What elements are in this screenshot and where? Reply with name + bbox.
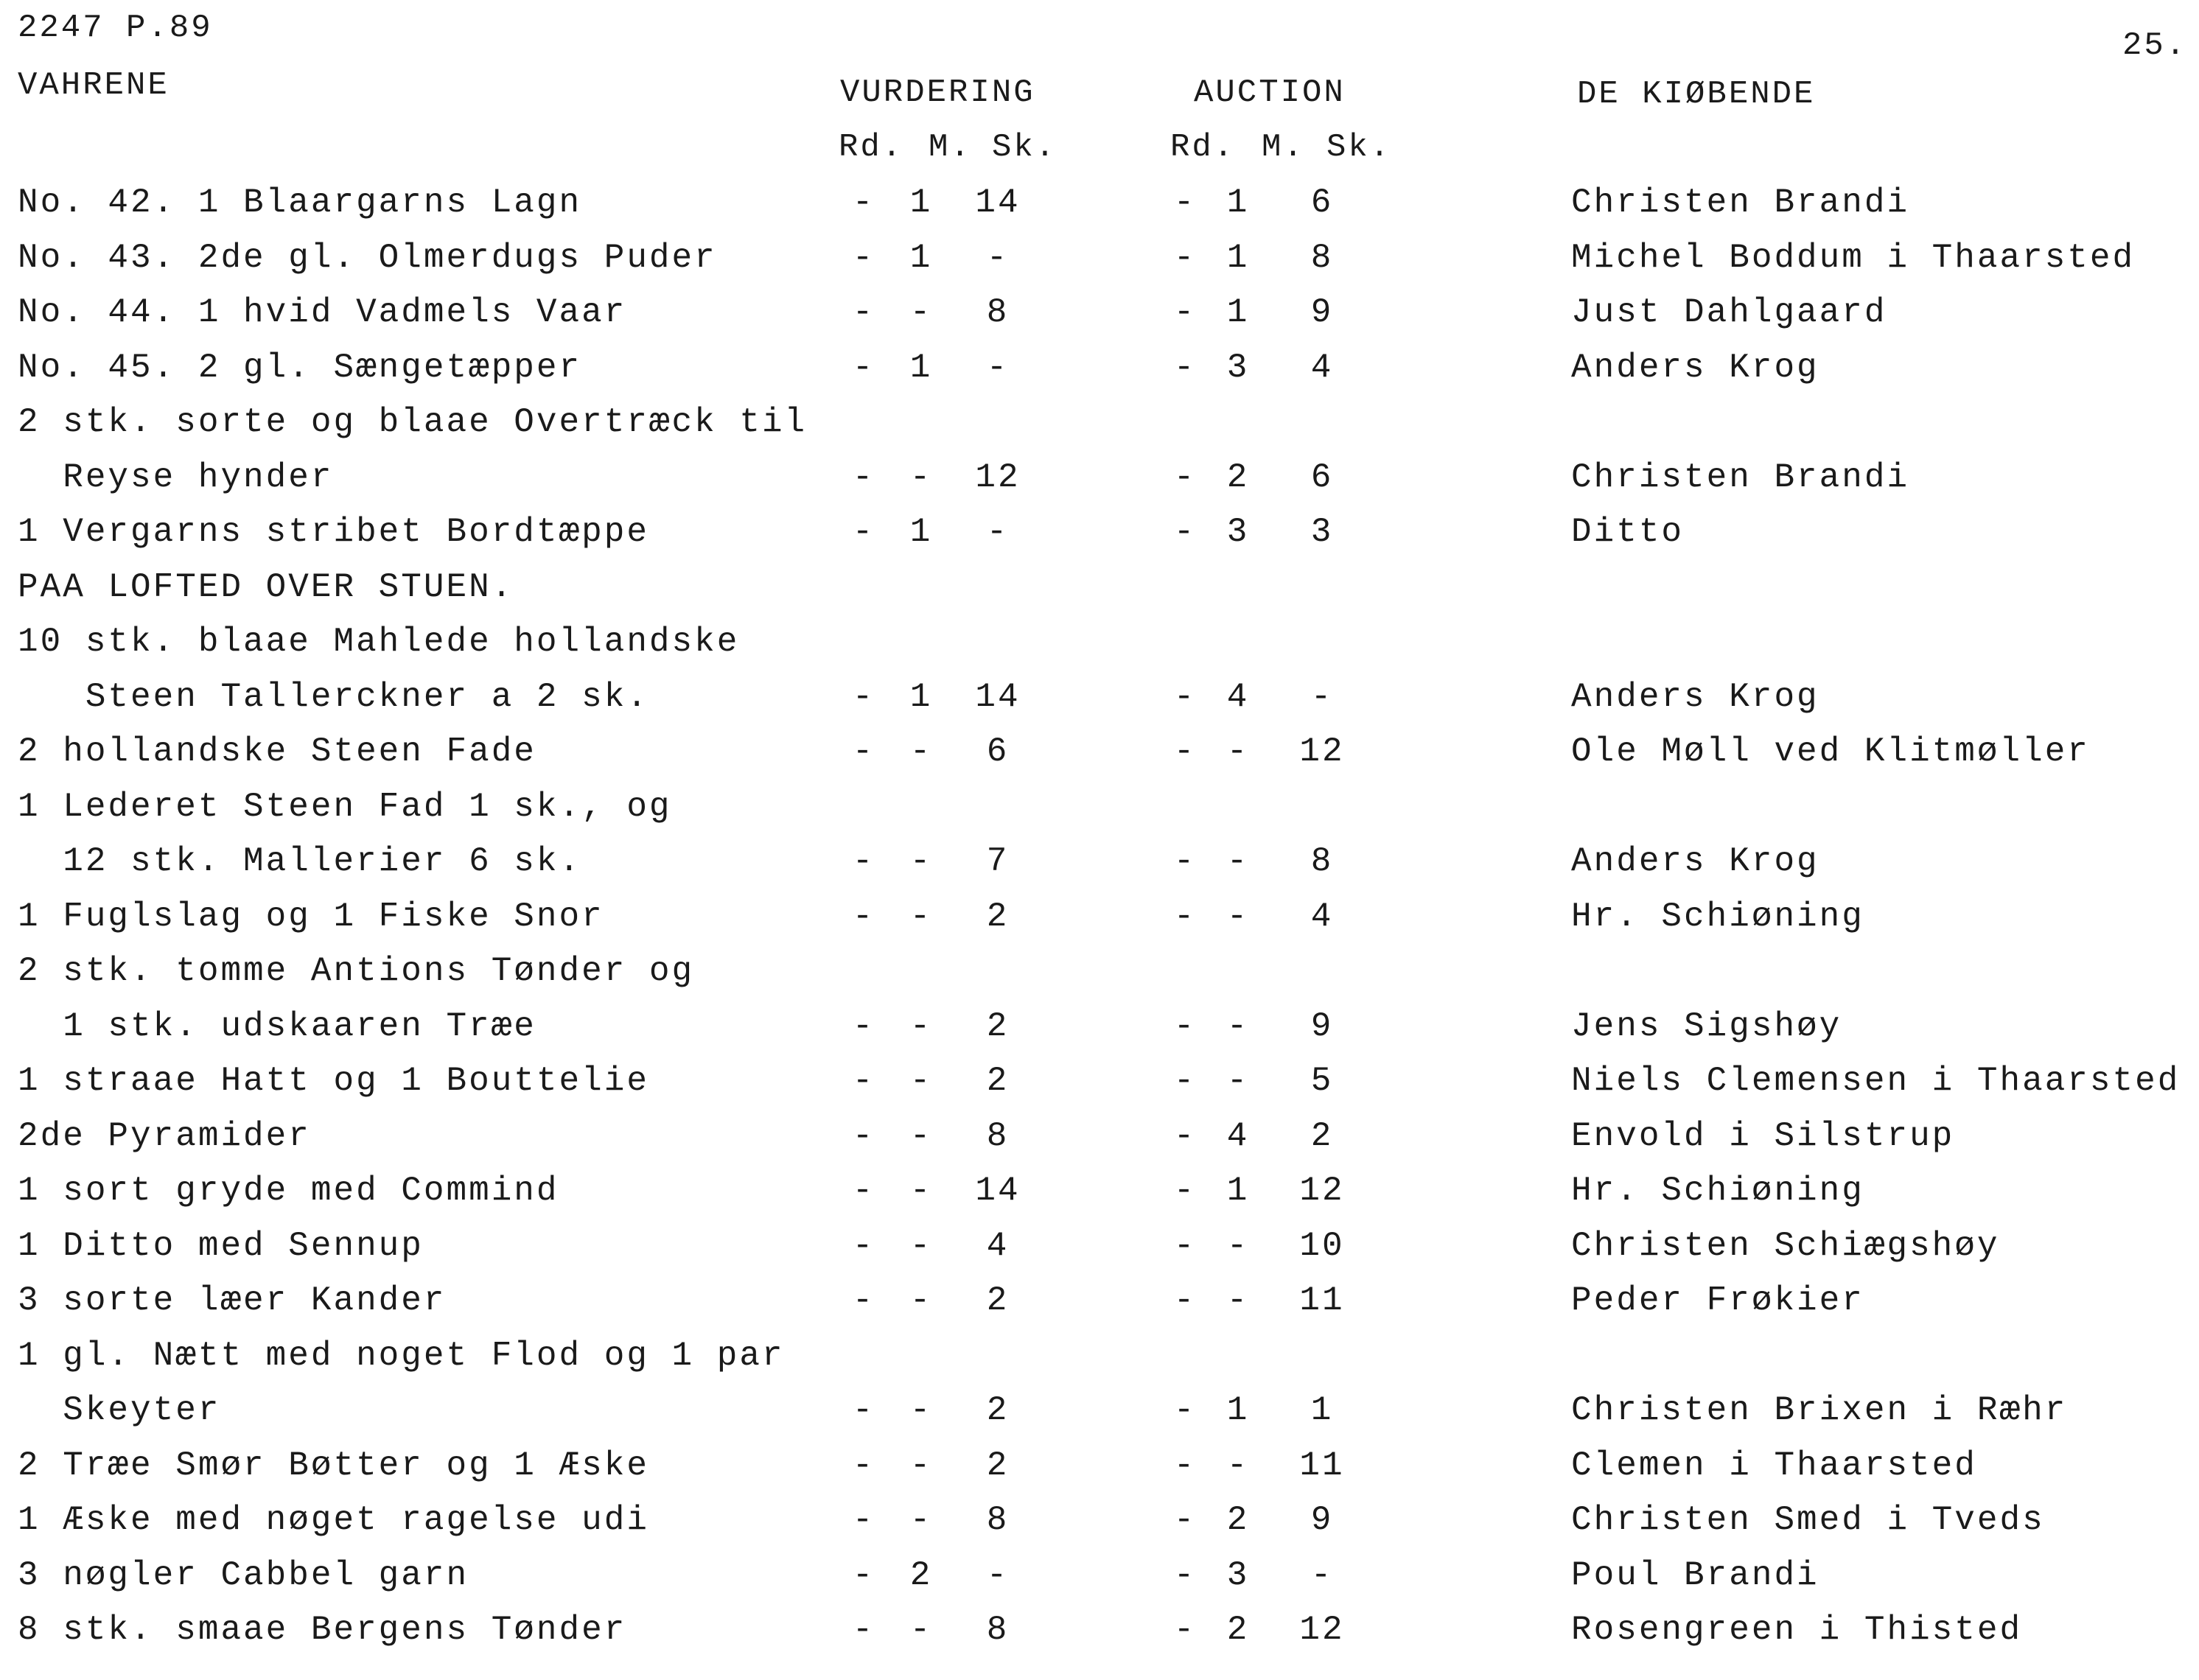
item-description: 12 stk. Mallerier 6 sk.	[18, 842, 582, 881]
buyer-name: Hr. Schiøning	[1571, 1172, 1864, 1210]
valuation-rd: -	[852, 293, 875, 332]
auction-m: 3	[1226, 349, 1250, 387]
valuation-rd: -	[852, 1117, 875, 1155]
auction-rd: -	[1173, 1117, 1197, 1155]
auction-rd: -	[1173, 1501, 1197, 1539]
valuation-sk: -	[986, 239, 1010, 277]
header-auction-m: M.	[1262, 129, 1305, 166]
valuation-sk: 8	[986, 1501, 1010, 1539]
buyer-name: Ditto	[1571, 513, 1685, 551]
buyer-name: Peder Frøkier	[1571, 1281, 1864, 1320]
valuation-rd: -	[852, 1501, 875, 1539]
valuation-sk: 8	[986, 1117, 1010, 1155]
buyer-name: Anders Krog	[1571, 842, 1819, 881]
auction-rd: -	[1173, 349, 1197, 387]
auction-m: 3	[1226, 513, 1250, 551]
valuation-sk: 6	[986, 732, 1010, 771]
valuation-m: -	[909, 1227, 933, 1265]
valuation-sk: 2	[986, 1391, 1010, 1429]
valuation-rd: -	[852, 1172, 875, 1210]
auction-rd: -	[1173, 183, 1197, 222]
auction-m: 1	[1226, 239, 1250, 277]
valuation-sk: 14	[975, 1172, 1021, 1210]
buyer-name: Christen Schiægshøy	[1571, 1227, 2000, 1265]
valuation-rd: -	[852, 842, 875, 881]
item-description: 2 stk. tomme Antions Tønder og	[18, 952, 695, 990]
item-description: No. 44. 1 hvid Vadmels Vaar	[18, 293, 627, 332]
auction-m: -	[1226, 1062, 1250, 1100]
valuation-m: 1	[909, 678, 933, 716]
buyer-name: Clemen i Thaarsted	[1571, 1446, 1977, 1485]
valuation-m: -	[909, 1391, 933, 1429]
auction-m: 1	[1226, 293, 1250, 332]
buyer-name: Michel Boddum i Thaarsted	[1571, 239, 2136, 277]
valuation-m: -	[909, 1281, 933, 1320]
auction-m: -	[1226, 1446, 1250, 1485]
auction-rd: -	[1173, 1556, 1197, 1595]
auction-sk: 8	[1310, 842, 1334, 881]
valuation-m: 2	[909, 1556, 933, 1595]
auction-sk: 12	[1299, 732, 1345, 771]
valuation-rd: -	[852, 1281, 875, 1320]
valuation-sk: 4	[986, 1227, 1010, 1265]
auction-m: -	[1226, 1007, 1250, 1046]
valuation-rd: -	[852, 1007, 875, 1046]
valuation-rd: -	[852, 1062, 875, 1100]
header-auction: AUCTION	[1194, 74, 1346, 111]
auction-rd: -	[1173, 293, 1197, 332]
auction-sk: -	[1310, 678, 1334, 716]
auction-sk: 11	[1299, 1446, 1345, 1485]
item-description: 1 stk. udskaaren Træe	[18, 1007, 536, 1046]
valuation-rd: -	[852, 349, 875, 387]
auction-m: 2	[1226, 458, 1250, 497]
auction-m: -	[1226, 1281, 1250, 1320]
auction-rd: -	[1173, 1281, 1197, 1320]
page-number: 25.	[2122, 27, 2188, 64]
auction-rd: -	[1173, 1446, 1197, 1485]
auction-rd: -	[1173, 239, 1197, 277]
header-buyers: DE KIØBENDE	[1577, 76, 1816, 113]
auction-sk: 3	[1310, 513, 1334, 551]
valuation-m: -	[909, 732, 933, 771]
valuation-m: -	[909, 293, 933, 332]
buyer-name: Anders Krog	[1571, 678, 1819, 716]
document-reference: 2247 P.89	[18, 10, 213, 46]
auction-rd: -	[1173, 458, 1197, 497]
valuation-sk: 14	[975, 678, 1021, 716]
auction-sk: 6	[1310, 183, 1334, 222]
item-description: 1 Vergarns stribet Bordtæppe	[18, 513, 649, 551]
item-description: 2 stk. sorte og blaae Overtræck til	[18, 403, 808, 441]
valuation-m: 1	[909, 349, 933, 387]
valuation-m: 1	[909, 513, 933, 551]
valuation-m: -	[909, 1611, 933, 1649]
buyer-name: Rosengreen i Thisted	[1571, 1611, 2023, 1649]
auction-sk: 9	[1310, 1501, 1334, 1539]
valuation-sk: 2	[986, 1281, 1010, 1320]
item-description: 2 Træe Smør Bøtter og 1 Æske	[18, 1446, 649, 1485]
buyer-name: Christen Brandi	[1571, 458, 1910, 497]
buyer-name: Poul Brandi	[1571, 1556, 1819, 1595]
auction-m: 1	[1226, 1172, 1250, 1210]
auction-sk: 1	[1310, 1391, 1334, 1429]
valuation-m: -	[909, 1062, 933, 1100]
item-description: PAA LOFTED OVER STUEN.	[18, 568, 514, 606]
buyer-name: Jens Sigshøy	[1571, 1007, 1842, 1046]
valuation-sk: 12	[975, 458, 1021, 497]
header-valuation-m: M.	[929, 129, 972, 166]
valuation-sk: 8	[986, 293, 1010, 332]
valuation-sk: -	[986, 1556, 1010, 1595]
auction-m: 4	[1226, 678, 1250, 716]
auction-sk: 9	[1310, 1007, 1334, 1046]
valuation-sk: 14	[975, 183, 1021, 222]
valuation-sk: -	[986, 349, 1010, 387]
item-description: No. 43. 2de gl. Olmerdugs Puder	[18, 239, 717, 277]
header-valuation-sk: Sk.	[992, 129, 1057, 166]
valuation-sk: 2	[986, 1007, 1010, 1046]
item-description: 1 Lederet Steen Fad 1 sk., og	[18, 788, 672, 826]
auction-rd: -	[1173, 1062, 1197, 1100]
valuation-m: -	[909, 842, 933, 881]
auction-sk: 9	[1310, 293, 1334, 332]
item-description: 2 hollandske Steen Fade	[18, 732, 536, 771]
auction-sk: 10	[1299, 1227, 1345, 1265]
valuation-m: -	[909, 897, 933, 936]
auction-m: -	[1226, 1227, 1250, 1265]
auction-sk: 12	[1299, 1611, 1345, 1649]
valuation-m: 1	[909, 183, 933, 222]
item-description: 1 sort gryde med Commind	[18, 1172, 559, 1210]
item-description: 1 straae Hatt og 1 Bouttelie	[18, 1062, 649, 1100]
auction-sk: -	[1310, 1556, 1334, 1595]
valuation-sk: 2	[986, 897, 1010, 936]
valuation-rd: -	[852, 1611, 875, 1649]
valuation-sk: 8	[986, 1611, 1010, 1649]
item-description: Reyse hynder	[18, 458, 334, 497]
valuation-m: -	[909, 458, 933, 497]
item-description: 1 gl. Nætt med noget Flod og 1 par	[18, 1337, 785, 1375]
valuation-rd: -	[852, 1446, 875, 1485]
auction-rd: -	[1173, 1611, 1197, 1649]
valuation-rd: -	[852, 678, 875, 716]
valuation-rd: -	[852, 458, 875, 497]
valuation-rd: -	[852, 1556, 875, 1595]
buyer-name: Envold i Silstrup	[1571, 1117, 1955, 1155]
auction-sk: 11	[1299, 1281, 1345, 1320]
item-description: 2de Pyramider	[18, 1117, 311, 1155]
item-description: 1 Ditto med Sennup	[18, 1227, 424, 1265]
buyer-name: Christen Smed i Tveds	[1571, 1501, 2045, 1539]
auction-m: 1	[1226, 183, 1250, 222]
item-description: 8 stk. smaae Bergens Tønder	[18, 1611, 627, 1649]
valuation-m: 1	[909, 239, 933, 277]
document-page	[18, 4, 2188, 1676]
auction-sk: 2	[1310, 1117, 1334, 1155]
buyer-name: Anders Krog	[1571, 349, 1819, 387]
auction-sk: 12	[1299, 1172, 1345, 1210]
valuation-rd: -	[852, 183, 875, 222]
auction-sk: 4	[1310, 897, 1334, 936]
buyer-name: Niels Clemensen i Thaarsted	[1571, 1062, 2181, 1100]
valuation-rd: -	[852, 1391, 875, 1429]
auction-rd: -	[1173, 732, 1197, 771]
valuation-sk: 2	[986, 1062, 1010, 1100]
auction-m: 2	[1226, 1501, 1250, 1539]
valuation-m: -	[909, 1007, 933, 1046]
item-description: 1 Fuglslag og 1 Fiske Snor	[18, 897, 604, 936]
item-description: 3 sorte læer Kander	[18, 1281, 447, 1320]
valuation-m: -	[909, 1501, 933, 1539]
item-description: 10 stk. blaae Mahlede hollandske	[18, 623, 740, 661]
auction-sk: 4	[1310, 349, 1334, 387]
item-description: No. 45. 2 gl. Sængetæpper	[18, 349, 582, 387]
auction-m: -	[1226, 842, 1250, 881]
valuation-rd: -	[852, 1227, 875, 1265]
valuation-sk: -	[986, 513, 1010, 551]
auction-m: 3	[1226, 1556, 1250, 1595]
valuation-m: -	[909, 1172, 933, 1210]
auction-m: -	[1226, 732, 1250, 771]
header-valuation: VURDERING	[840, 74, 1035, 111]
auction-m: -	[1226, 897, 1250, 936]
item-description: Skeyter	[18, 1391, 221, 1429]
header-valuation-rd: Rd.	[839, 129, 904, 166]
item-description: 1 Æske med nøget ragelse udi	[18, 1501, 649, 1539]
valuation-rd: -	[852, 513, 875, 551]
buyer-name: Christen Brixen i Ræhr	[1571, 1391, 2068, 1429]
auction-m: 1	[1226, 1391, 1250, 1429]
buyer-name: Hr. Schiøning	[1571, 897, 1864, 936]
valuation-sk: 2	[986, 1446, 1010, 1485]
auction-rd: -	[1173, 1391, 1197, 1429]
buyer-name: Just Dahlgaard	[1571, 293, 1887, 332]
valuation-sk: 7	[986, 842, 1010, 881]
auction-rd: -	[1173, 513, 1197, 551]
valuation-rd: -	[852, 732, 875, 771]
valuation-rd: -	[852, 239, 875, 277]
buyer-name: Ole Møll ved Klitmøller	[1571, 732, 2090, 771]
auction-rd: -	[1173, 1227, 1197, 1265]
auction-rd: -	[1173, 897, 1197, 936]
header-auction-sk: Sk.	[1326, 129, 1392, 166]
auction-sk: 6	[1310, 458, 1334, 497]
auction-sk: 5	[1310, 1062, 1334, 1100]
auction-rd: -	[1173, 842, 1197, 881]
valuation-m: -	[909, 1446, 933, 1485]
header-auction-rd: Rd.	[1170, 129, 1236, 166]
auction-rd: -	[1173, 1172, 1197, 1210]
item-description: Steen Tallerckner a 2 sk.	[18, 678, 649, 716]
valuation-m: -	[909, 1117, 933, 1155]
buyer-name: Christen Brandi	[1571, 183, 1910, 222]
valuation-rd: -	[852, 897, 875, 936]
item-description: 3 nøgler Cabbel garn	[18, 1556, 469, 1595]
auction-rd: -	[1173, 678, 1197, 716]
auction-m: 2	[1226, 1611, 1250, 1649]
auction-rd: -	[1173, 1007, 1197, 1046]
item-description: No. 42. 1 Blaargarns Lagn	[18, 183, 582, 222]
auction-sk: 8	[1310, 239, 1334, 277]
header-goods: VAHRENE	[18, 67, 169, 104]
auction-m: 4	[1226, 1117, 1250, 1155]
